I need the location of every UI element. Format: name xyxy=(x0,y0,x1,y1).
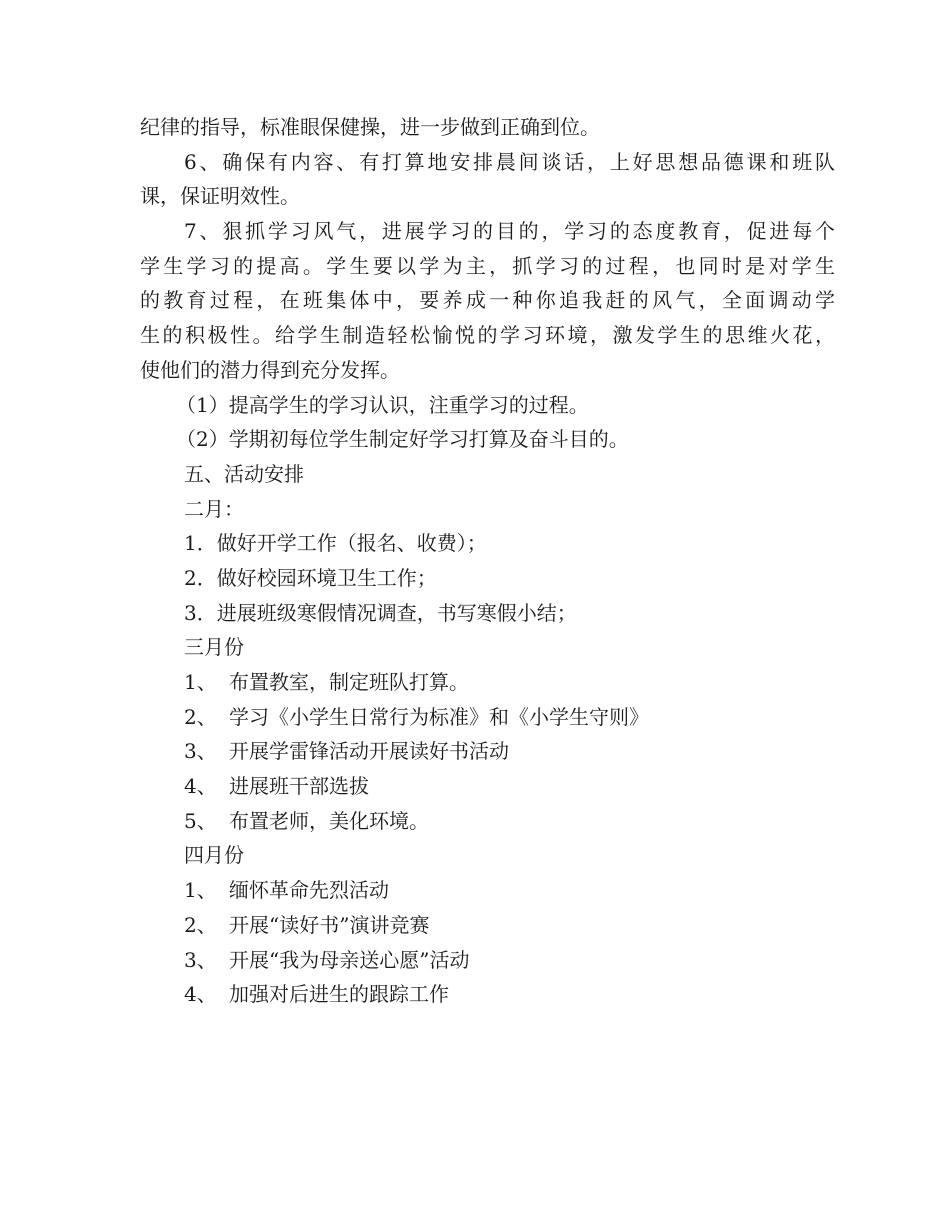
list-text: 布置老师，美化环境。 xyxy=(229,808,429,833)
list-number: 2、 xyxy=(184,704,217,729)
list-text: 加强对后进生的跟踪工作 xyxy=(229,982,449,1007)
list-text: 进展班干部选拔 xyxy=(229,774,369,799)
march-item-1 xyxy=(140,665,835,700)
april-item-3 xyxy=(140,943,835,978)
february-item-1: 1．做好开学工作（报名、收费）； xyxy=(184,531,487,556)
list-text: 开展学雷锋活动开展读好书活动 xyxy=(229,739,509,764)
list-text: 缅怀革命先烈活动 xyxy=(229,878,389,903)
section-heading: 五、活动安排 xyxy=(184,461,304,486)
document-body xyxy=(140,110,835,1012)
list-number: 4、 xyxy=(184,982,217,1007)
paragraph-6-line-1: 6、确保有内容、有打算地安排晨间谈话，上好思想品德课和班队 xyxy=(184,149,835,174)
april-label: 四月份 xyxy=(184,843,244,868)
paragraph-7-line-4: 生的积极性。给学生制造轻松愉悦的学习环境，激发学生的思维火花， xyxy=(140,323,835,348)
list-number: 3、 xyxy=(184,739,217,764)
list-number: 1、 xyxy=(184,670,217,694)
february-item-2: 2．做好校园环境卫生工作； xyxy=(184,565,437,590)
march-item-3 xyxy=(140,734,835,769)
list-number: 1、 xyxy=(184,878,217,903)
march-item-2 xyxy=(140,700,835,735)
paragraph-7-line-5: 使他们的潜力得到充分发挥。 xyxy=(140,357,400,382)
list-text: 开展“我为母亲送心愿”活动 xyxy=(229,947,470,972)
paragraph-7-line-3: 的教育过程，在班集体中，要养成一种你追我赶的风气，全面调动学 xyxy=(140,288,835,313)
list-text: 学习《小学生日常行为标准》和《小学生守则》 xyxy=(229,704,649,729)
paragraph-7-line-1: 7、狠抓学习风气，进展学习的目的，学习的态度教育，促进每个 xyxy=(184,219,835,244)
february-label: 二月： xyxy=(184,496,244,521)
april-item-4 xyxy=(140,977,835,1012)
list-number: 5、 xyxy=(184,808,217,833)
february-item-3: 3．进展班级寒假情况调查，书写寒假小结； xyxy=(184,600,577,625)
list-number: 3、 xyxy=(184,947,217,972)
march-item-5 xyxy=(140,804,835,839)
sub-item-2: （2）学期初每位学生制定好学习打算及奋斗目的。 xyxy=(176,427,629,452)
paragraph-7-line-2: 学生学习的提高。学生要以学为主，抓学习的过程，也同时是对学生 xyxy=(140,253,835,278)
list-number: 2、 xyxy=(184,912,217,937)
list-text: 开展“读好书”演讲竞赛 xyxy=(229,912,430,937)
paragraph-continuation-line: 纪律的指导，标准眼保健操，进一步做到正确到位。 xyxy=(140,115,600,139)
march-label: 三月份 xyxy=(184,635,244,660)
sub-item-1: （1）提高学生的学习认识，注重学习的过程。 xyxy=(176,392,589,417)
paragraph-6-line-2: 课，保证明效性。 xyxy=(140,184,300,209)
list-text: 布置教室，制定班队打算。 xyxy=(229,670,469,694)
april-item-1 xyxy=(140,873,835,908)
april-item-2 xyxy=(140,908,835,943)
list-number: 4、 xyxy=(184,774,217,799)
march-item-4 xyxy=(140,769,835,804)
